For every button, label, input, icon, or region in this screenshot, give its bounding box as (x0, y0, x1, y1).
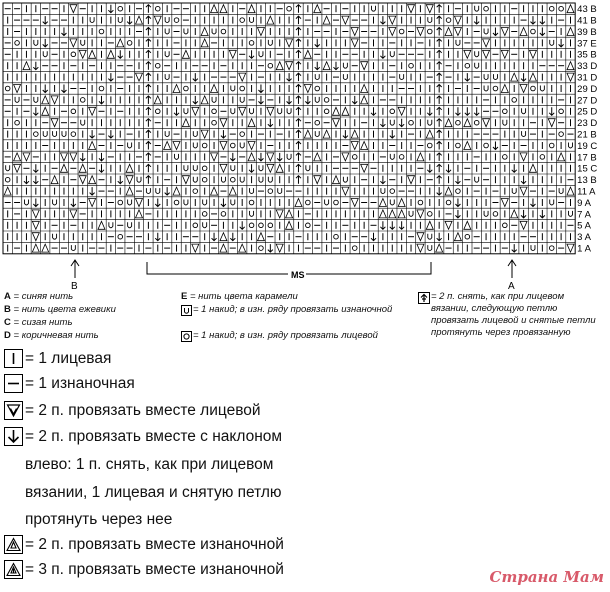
color-e-legend: E = нить цвета карамели (181, 291, 298, 302)
row-label: 19 C (577, 140, 598, 152)
row-label: 23 D (577, 118, 598, 130)
ms-label: MS (291, 270, 305, 280)
row-label: 11 A (577, 186, 596, 198)
p3tog-symbol-icon (4, 560, 23, 579)
k2tog-symbol-icon (4, 401, 23, 420)
row-label: 3 A (577, 232, 591, 244)
row-label: 39 B (577, 26, 597, 38)
row-label: 15 C (577, 163, 598, 175)
knit-legend: = 1 лицевая (25, 350, 112, 367)
p2tog-symbol-icon (4, 535, 23, 554)
p3tog-legend: = 3 п. провязать вместе изнаночной (25, 561, 284, 578)
purl-legend: = 1 изнаночная (25, 375, 135, 392)
row-label: 13 B (577, 175, 597, 187)
slip2-k1-psso-icon (418, 292, 430, 304)
color-a-legend: A = синяя нить (4, 291, 74, 302)
ssk-legend-line1: = 2 п. провязать вместе с наклоном (25, 428, 283, 445)
row-label: 35 B (577, 49, 597, 61)
row-label: 33 D (577, 61, 598, 73)
chart-grid (3, 3, 575, 254)
row-label: 17 B (577, 152, 597, 164)
row-label: 9 A (577, 197, 591, 209)
watermark: Страна Мам (489, 568, 604, 586)
row-label: 41 B (577, 15, 597, 27)
row-label: 5 A (577, 220, 591, 232)
row-label: 27 D (577, 95, 598, 107)
yarn-over-knit-icon (181, 331, 192, 342)
row-label: 7 A (577, 209, 591, 221)
k2tog-legend: = 2 п. провязать вместе лицевой (25, 402, 261, 419)
marker-a-label: A (508, 281, 515, 292)
yarn-over-knit-legend: = 1 накид; в изн. ряду провязать лицевой (193, 330, 378, 341)
marker-b-label: B (71, 281, 78, 292)
row-label: 43 B (577, 4, 597, 16)
row-label: 25 D (577, 106, 598, 118)
purl-symbol-icon (4, 374, 23, 393)
row-label: 37 E (577, 38, 597, 50)
ssk-symbol-icon (4, 427, 23, 446)
color-c-legend: C = сизая нить (4, 317, 73, 328)
row-label: 29 D (577, 83, 598, 95)
p2tog-legend: = 2 п. провязать вместе изнаночной (25, 536, 284, 553)
color-d-legend: D = коричневая нить (4, 330, 99, 341)
row-label: 31 D (577, 72, 598, 84)
row-label: 1 A (577, 243, 591, 255)
ssk-legend-line3: вязании, 1 лицевая и снятую петлю (25, 484, 282, 501)
color-b-legend: B = нить цвета ежевики (4, 304, 116, 315)
yarn-over-purl-icon (181, 305, 192, 316)
row-label: 21 B (577, 129, 597, 141)
yarn-over-purl-legend: = 1 накид; в изн. ряду провязать изнаночной (193, 304, 393, 315)
ssk-legend-line4: протянуть через нее (25, 511, 173, 528)
ssk-legend-line2: влево: 1 п. снять, как при лицевом (25, 456, 274, 473)
slip2-k1-psso-legend: = 2 п. снять, как при лицевом вязании, следующую петлю провязать лицевой и снятые петли протянуть через провязанную (431, 291, 596, 338)
knit-symbol-icon (4, 349, 23, 368)
row-labels (577, 4, 597, 254)
